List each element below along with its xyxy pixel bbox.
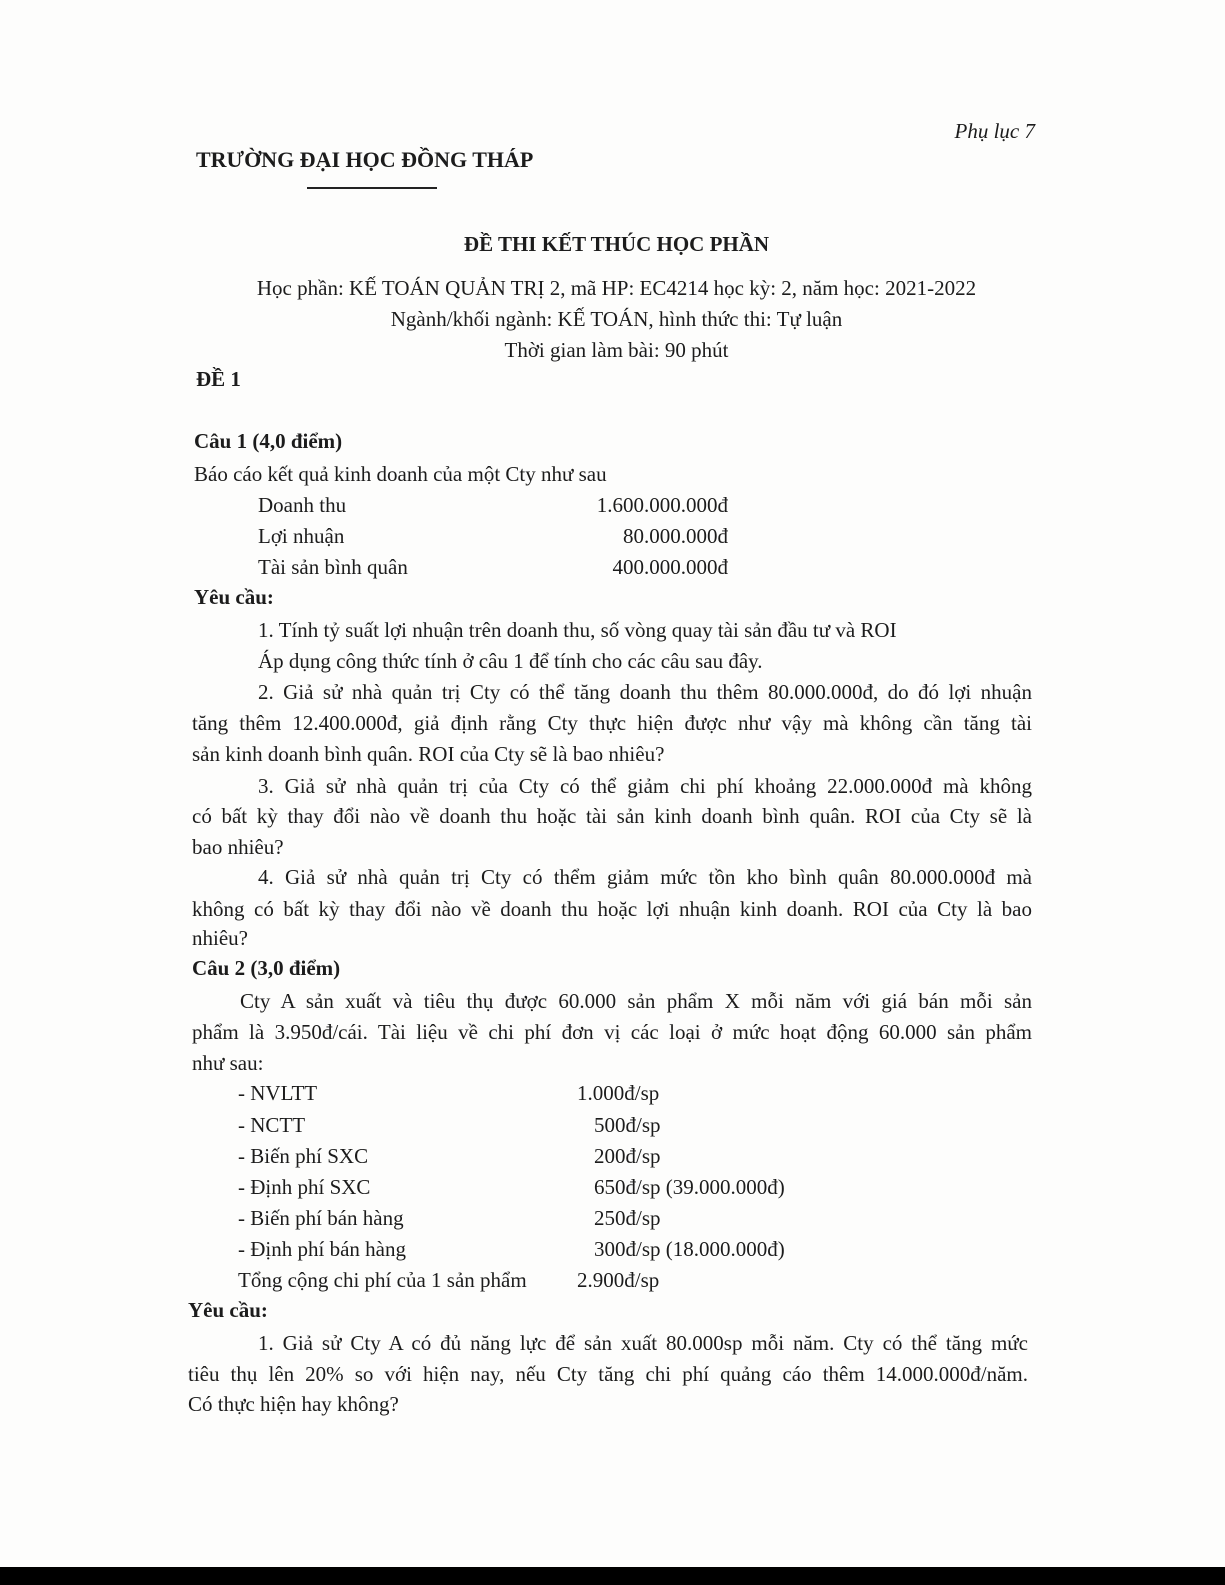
q1-line: bao nhiêu?	[192, 835, 284, 859]
q1-line: tăng thêm 12.400.000đ, giả định rằng Cty thực hiện được như vậy mà không cần tăng tài	[192, 711, 1032, 735]
q1-line: 3. Giả sử nhà quản trị của Cty có thể giảm chi phí khoảng 22.000.000đ mà không	[258, 774, 1032, 798]
variant-label: ĐỀ 1	[196, 367, 241, 391]
q2-item-value: 650đ/sp (39.000.000đ)	[594, 1175, 785, 1199]
q1-req-heading: Yêu cầu:	[194, 585, 274, 609]
q1-item-label: Tài sản bình quân	[258, 555, 408, 579]
divider	[307, 187, 437, 189]
q2-line: phẩm là 3.950đ/cái. Tài liệu về chi phí đơn vị các loại ở mức hoạt động 60.000 sản phẩm	[192, 1020, 1032, 1044]
q2-item-label: - Biến phí bán hàng	[238, 1206, 404, 1230]
q2-req-heading: Yêu cầu:	[188, 1298, 268, 1322]
appendix-label: Phụ lục 7	[954, 119, 1035, 143]
q2-total-value: 2.900đ/sp	[577, 1268, 660, 1292]
q2-line: như sau:	[192, 1051, 264, 1075]
q2-item-value: 250đ/sp	[594, 1206, 661, 1230]
q2-item-label: - Định phí bán hàng	[238, 1237, 406, 1261]
q2-item-value: 200đ/sp	[594, 1144, 661, 1168]
q1-line: không có bất kỳ thay đổi nào về doanh thu hoặc lợi nhuận kinh doanh. ROI của Cty là bao	[192, 897, 1032, 921]
course-line: Học phần: KẾ TOÁN QUẢN TRỊ 2, mã HP: EC4214 học kỳ: 2, năm học: 2021-2022	[256, 276, 977, 300]
q1-line: Áp dụng công thức tính ở câu 1 để tính cho các câu sau đây.	[258, 649, 763, 673]
q1-heading: Câu 1 (4,0 điểm)	[194, 429, 343, 453]
q1-line: nhiêu?	[192, 926, 248, 950]
q1-item-value: 1.600.000.000đ	[596, 493, 728, 517]
school-name: TRƯỜNG ĐẠI HỌC ĐỒNG THÁP	[196, 147, 534, 172]
q1-line: có bất kỳ thay đổi nào về doanh thu hoặc tài sản kinh doanh bình quân. ROI của Cty sẽ là	[192, 804, 1032, 828]
exam-title: ĐỀ THI KẾT THÚC HỌC PHẦN	[463, 232, 770, 256]
q1-item-label: Lợi nhuận	[258, 524, 345, 548]
q2-item-label: - NCTT	[238, 1113, 306, 1137]
q1-item-value: 80.000.000đ	[623, 524, 728, 548]
q1-item-value: 400.000.000đ	[612, 555, 728, 579]
q2-req-line: 1. Giả sử Cty A có đủ năng lực để sản xuất 80.000sp mỗi năm. Cty có thể tăng mức	[258, 1331, 1028, 1355]
time-line: Thời gian làm bài: 90 phút	[504, 338, 729, 362]
q2-item-value: 1.000đ/sp	[577, 1081, 660, 1105]
q1-line: 4. Giả sử nhà quản trị Cty có thểm giảm mức tồn kho bình quân 80.000.000đ mà	[258, 865, 1032, 889]
q1-line: 2. Giả sử nhà quản trị Cty có thể tăng doanh thu thêm 80.000.000đ, do đó lợi nhuận	[258, 680, 1032, 704]
q2-item-label: - Định phí SXC	[238, 1175, 371, 1199]
scan-border	[0, 1567, 1225, 1585]
q2-total-label: Tổng cộng chi phí của 1 sản phẩm	[238, 1268, 527, 1292]
q2-item-value: 500đ/sp	[594, 1113, 661, 1137]
q2-item-value: 300đ/sp (18.000.000đ)	[594, 1237, 785, 1261]
q1-line: sản kinh doanh bình quân. ROI của Cty sẽ là bao nhiêu?	[192, 742, 665, 766]
q1-item-label: Doanh thu	[258, 493, 347, 517]
q2-heading: Câu 2 (3,0 điểm)	[192, 956, 341, 980]
major-line: Ngành/khối ngành: KẾ TOÁN, hình thức thi: Tự luận	[390, 307, 843, 331]
q2-line: Cty A sản xuất và tiêu thụ được 60.000 sản phẩm X mỗi năm với giá bán mỗi sản	[240, 989, 1032, 1013]
q1-line: 1. Tính tỷ suất lợi nhuận trên doanh thu, số vòng quay tài sản đầu tư và ROI	[258, 618, 897, 642]
q1-intro: Báo cáo kết quả kinh doanh của một Cty như sau	[194, 462, 607, 486]
q2-item-label: - NVLTT	[238, 1081, 318, 1105]
q2-req-line: tiêu thụ lên 20% so với hiện nay, nếu Cty tăng chi phí quảng cáo thêm 14.000.000đ/năm.	[188, 1362, 1028, 1386]
q2-req-line: Có thực hiện hay không?	[188, 1392, 399, 1416]
q2-item-label: - Biến phí SXC	[238, 1144, 369, 1168]
